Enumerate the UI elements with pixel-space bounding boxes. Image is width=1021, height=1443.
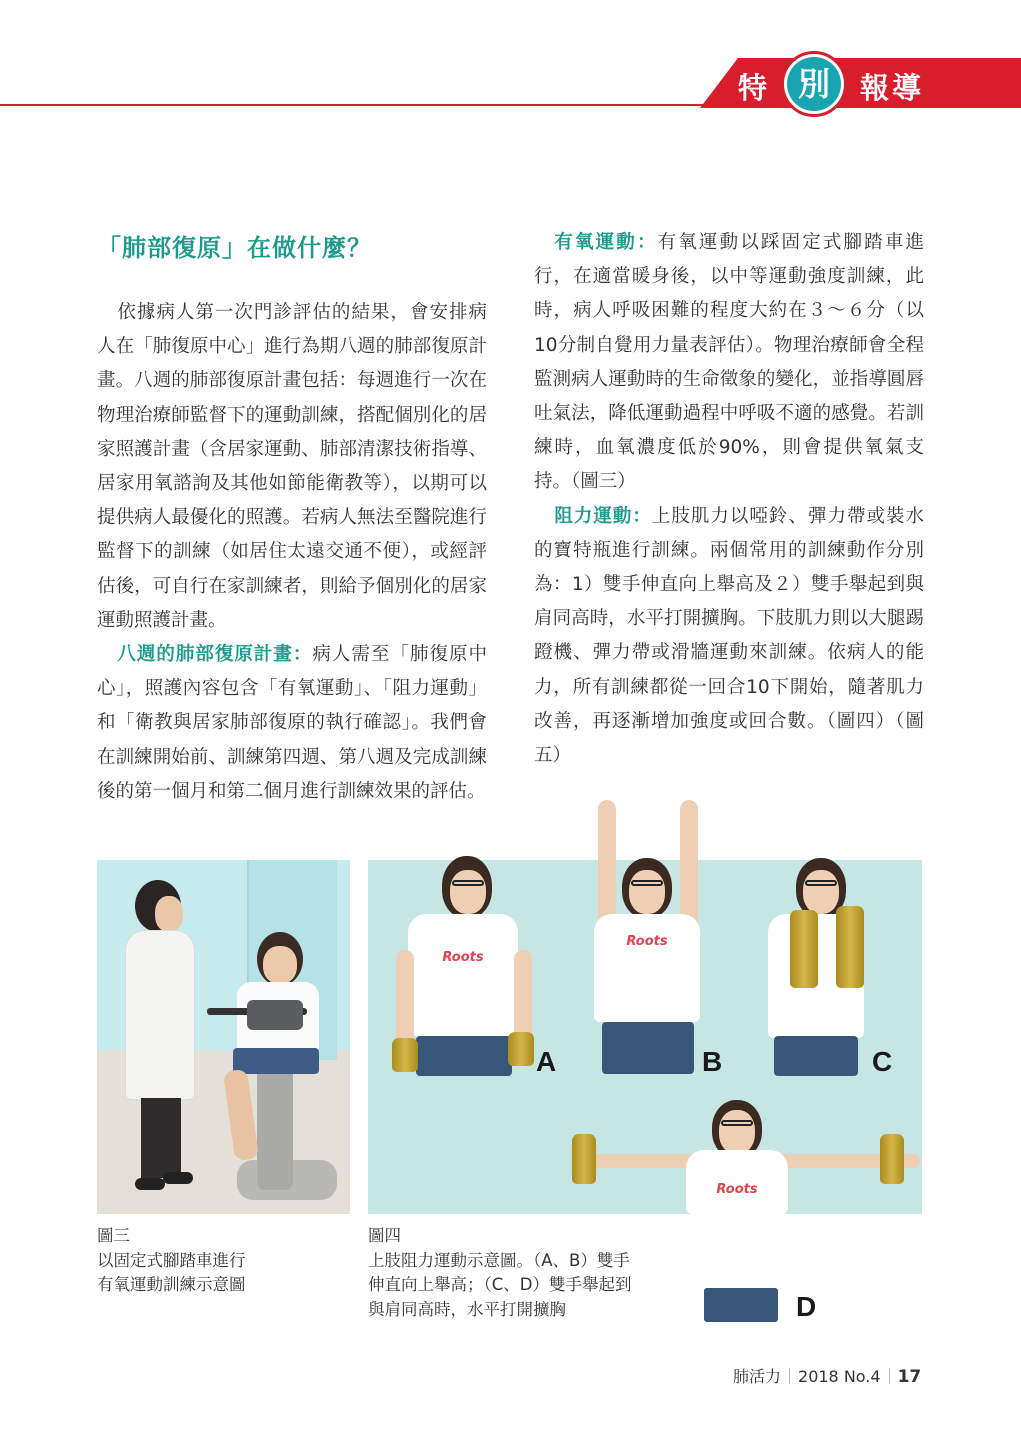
page-number: 17	[897, 1367, 922, 1387]
figure-letter-a: A	[536, 1046, 557, 1077]
patient-face	[263, 946, 297, 984]
page-footer	[733, 1364, 921, 1387]
caption-label: 圖四	[368, 1226, 401, 1245]
person-face	[629, 870, 665, 914]
body-paragraph	[534, 500, 924, 774]
caption-label: 圖三	[97, 1226, 130, 1245]
bottle-icon	[392, 1038, 418, 1072]
person-shorts	[774, 1036, 858, 1076]
banner-badge-circle	[781, 51, 847, 117]
caption-line: 以固定式腳踏車進行	[97, 1250, 246, 1270]
person-shorts	[416, 1036, 512, 1076]
person-shirt	[706, 1214, 776, 1288]
person-face	[803, 870, 839, 914]
shirt-logo: Roots	[442, 950, 484, 965]
person-shorts	[602, 1022, 694, 1074]
person-shorts	[704, 1288, 778, 1322]
banner-char-1: 特	[738, 71, 770, 105]
bike-console	[247, 1000, 303, 1030]
bottle-icon	[572, 1134, 596, 1184]
therapist-shoe	[135, 1178, 165, 1190]
person-face	[719, 1110, 755, 1154]
therapist-white-coat	[125, 930, 195, 1100]
person-face	[450, 870, 486, 914]
person-shirt	[408, 914, 518, 1036]
person-arm	[396, 950, 414, 1050]
bottle-icon	[880, 1134, 904, 1184]
figure-4-caption	[368, 1224, 658, 1322]
caption-line: 有氧運動訓練示意圖	[97, 1275, 246, 1294]
therapist-shoe	[163, 1172, 193, 1184]
paragraph-lead: 阻力運動：	[554, 505, 652, 527]
section-banner	[700, 58, 1021, 108]
shirt-logo: Roots	[716, 1182, 758, 1197]
magazine-name: 肺活力	[733, 1367, 782, 1386]
paragraph-text: 依據病人第一次門診評估的結果，會安排病人在「肺復原中心」進行為期八週的肺部復原計畫。八週的肺部復原計畫包括：每週進行一次在物理治療師監督下的運動訓練，搭配個別化的居家照護計畫（含居家運動、肺部清潔技術指導、居家用氧諮詢及其他如節能衛教等），以期可以提供病人最優化的照護。若病人無法至醫院進行監督下的訓練（如居住太遠交通不便），或經評估後，可自行在家訓練者，則給予個別化的居家運動照護計畫。	[97, 302, 487, 631]
paragraph-text: 病人需至「肺復原中心」，照護內容包含「有氧運動」、「阻力運動」和「衛教與居家肺部復原的執行確認」。我們會在訓練開始前、訓練第四週、第八週及完成訓練後的第一個月和第二個月進行訓練效果的評估。	[97, 644, 487, 802]
section-title: 「肺部復原」在做什麼？	[97, 234, 372, 262]
body-paragraph	[97, 638, 487, 809]
person-shirt	[594, 914, 700, 1022]
therapist-legs	[141, 1098, 181, 1178]
header-rule	[0, 104, 724, 106]
banner-char-3: 報導	[860, 71, 925, 105]
body-paragraph	[97, 296, 487, 638]
patient-shorts	[233, 1048, 319, 1074]
figure-3-photo	[97, 860, 350, 1214]
glasses-icon	[805, 880, 837, 886]
figure-4-overflow	[696, 1214, 780, 1322]
glasses-icon	[452, 880, 484, 886]
body-paragraph	[534, 226, 924, 500]
glasses-icon	[721, 1120, 753, 1126]
paragraph-lead: 有氧運動：	[554, 232, 658, 253]
paragraph-text: 上肢肌力以啞鈴、彈力帶或裝水的寶特瓶進行訓練。兩個常用的訓練動作分別為：1）雙手伸直向上舉高及２）雙手舉起到與肩同高時，水平打開擴胸。下肢肌力則以大腿踢蹬機、彈力帶或滑牆運動來訓練。依病人的能力，所有訓練都從一回合10下開始，隨著肌力改善，再逐漸增加強度或回合數。（圖四）（圖五）	[534, 505, 924, 767]
caption-line: 與肩同高時，水平打開擴胸	[368, 1299, 566, 1319]
banner-char-2: 別	[787, 57, 841, 111]
glasses-icon	[631, 880, 663, 886]
figure-4-photo	[368, 860, 922, 1214]
caption-line: 伸直向上舉高；（C、D）雙手舉起到	[368, 1275, 632, 1294]
bottle-icon	[508, 1032, 534, 1066]
caption-line: 上肢阻力運動示意圖。（A、B）雙手	[368, 1250, 630, 1270]
figure-letter-d: D	[796, 1291, 817, 1322]
therapist-face	[155, 896, 183, 932]
figure-letter-b: B	[702, 1046, 723, 1077]
figure-3-caption	[97, 1224, 357, 1298]
footer-divider	[789, 1368, 790, 1384]
person-arm	[598, 800, 616, 930]
paragraph-lead: 八週的肺部復原計畫：	[117, 644, 313, 666]
bottle-icon	[790, 910, 818, 988]
paragraph-text: 有氧運動以踩固定式腳踏車進行，在適當暖身後，以中等運動強度訓練，此時，病人呼吸困難的程度大約在３～６分（以10分制自覺用力量表評估）。物理治療師會全程監測病人運動時的生命徵象的變化，並指導圓唇吐氣法，降低運動過程中呼吸不適的感覺。若訓練時，血氧濃度低於90%，則會提供氧氣支持。（圖三）	[534, 232, 924, 493]
left-column	[97, 296, 487, 809]
figure-letter-c: C	[872, 1046, 893, 1077]
person-arm	[680, 800, 698, 930]
shirt-logo: Roots	[626, 934, 668, 949]
footer-divider	[889, 1368, 890, 1384]
bottle-icon	[836, 906, 864, 988]
right-column	[534, 226, 924, 773]
issue-label: 2018 No.4	[798, 1367, 881, 1386]
